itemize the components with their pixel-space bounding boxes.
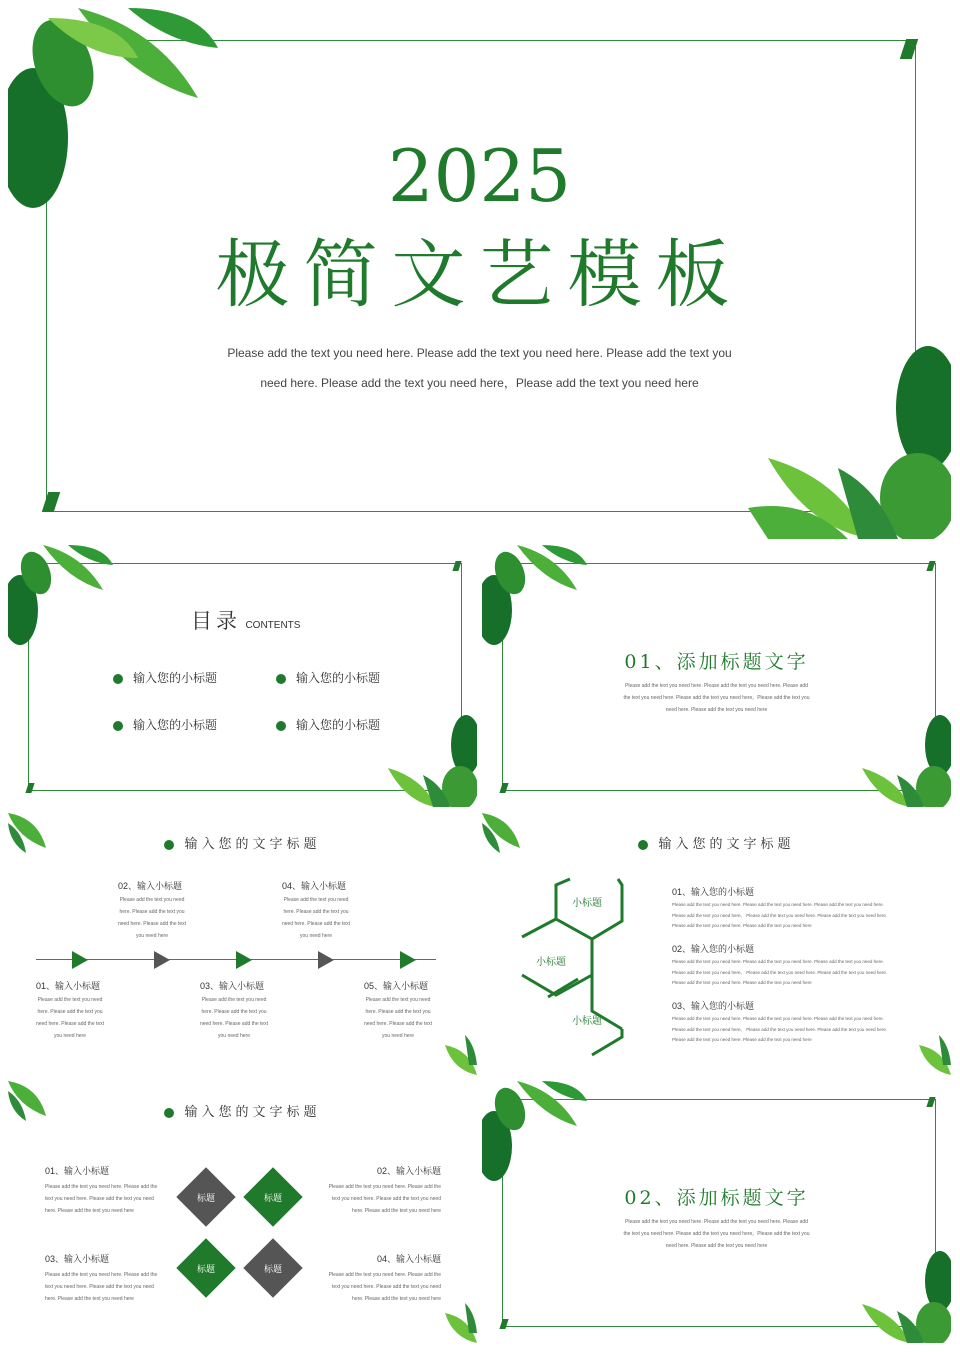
section-desc-line2: the text you need here. Please add the text you need here。Please add the text you bbox=[623, 695, 810, 701]
timeline-item: 05、输入小标题 Please add the text you need here. Please add the text you need here. Please add the text you need here bbox=[363, 981, 433, 1039]
slide-heading: 输入您的文字标题 bbox=[482, 833, 951, 852]
diamond-tile: 标题 bbox=[176, 1167, 235, 1226]
bullet-dot bbox=[276, 721, 286, 731]
leaf-cluster-top-left bbox=[482, 1081, 592, 1181]
timeline-item: 03、输入小标题 Please add the text you need here. Please add the text you need here. Please add the text you need here bbox=[199, 981, 269, 1039]
cover-desc-line2: need here. Please add the text you need here，Please add the text you need here bbox=[260, 376, 699, 390]
leaf-cluster-top-left bbox=[482, 545, 592, 645]
hex-label: 小标题 bbox=[572, 898, 602, 909]
toc-title: 目录 bbox=[191, 610, 241, 633]
timeline-arrows bbox=[8, 949, 477, 971]
hex-label: 小标题 bbox=[536, 957, 566, 968]
toc-subtitle: CONTENTS bbox=[245, 620, 301, 631]
slide-heading: 输入您的文字标题 bbox=[8, 1101, 477, 1120]
diamond-item: 03、输入小标题 Please add the text you need here. Please add the text you need here. Please add the text you need here. Please add the text you need here bbox=[45, 1254, 158, 1302]
timeline-slide bbox=[8, 813, 477, 1075]
diamonds-slide bbox=[8, 1081, 477, 1343]
toc-slide bbox=[8, 545, 477, 807]
timeline-item: 04、输入小标题 Please add the text you need here. Please add the text you need here. Please add the text you need here bbox=[281, 881, 351, 939]
toc-item[interactable]: 输入您的小标题 bbox=[113, 669, 217, 686]
hex-label: 小标题 bbox=[572, 1016, 602, 1027]
cover-desc-line1: Please add the text you need here. Please add the text you need here. Please add the text you bbox=[227, 346, 732, 360]
leaf-bottom-right bbox=[445, 1035, 477, 1075]
bullet-dot bbox=[276, 674, 286, 684]
toc-title-group bbox=[191, 605, 300, 635]
timeline-item: 01、输入小标题 Please add the text you need here. Please add the text you need here. Please add the text you need here bbox=[35, 981, 105, 1039]
diamond-tile: 标题 bbox=[243, 1167, 302, 1226]
diamond-item: 02、输入小标题 Please add the text you need here. Please add the text you need here. Please add the text you need here. Please add the text you need here bbox=[328, 1166, 441, 1214]
diamond-tile: 标题 bbox=[243, 1238, 302, 1297]
cover-year: 2025 bbox=[387, 134, 572, 218]
leaf-cluster-bottom-right bbox=[852, 710, 951, 807]
section-title: 02、添加标题文字 bbox=[624, 1187, 809, 1209]
diamond-item: 04、输入小标题 Please add the text you need here. Please add the text you need here. Please add the text you need here. Please add the text you need here bbox=[328, 1254, 441, 1302]
timeline-item: 02、输入小标题 Please add the text you need here. Please add the text you need here. Please add the text you need here bbox=[117, 881, 187, 939]
diamond-item: 01、输入小标题 Please add the text you need here. Please add the text you need here. Please add the text you need here. Please add the text you need here bbox=[45, 1166, 158, 1214]
section1-slide bbox=[482, 545, 951, 807]
section2-slide bbox=[482, 1081, 951, 1343]
hex-item: 01、输入您的小标题 Please add the text you need here. Please add the text you need here. Please add the text you need here. Please add the text you need here。 Please add the text you need here. Please add the text you need here. Please add the text you need here. Please add the text you need here bbox=[672, 887, 888, 928]
hex-slide bbox=[482, 813, 951, 1075]
leaf-bottom-right bbox=[445, 1303, 477, 1343]
hex-item: 02、输入您的小标题 Please add the text you need here. Please add the text you need here. Please add the text you need here. Please add the text you need here。 Please add the text you need here. Please add the text you need here. Please add the text you need here. Please add the text you need here bbox=[672, 944, 888, 985]
leaf-cluster-bottom-right bbox=[852, 1246, 951, 1343]
cover-title: 极简文艺模板 bbox=[215, 232, 744, 318]
toc-item[interactable]: 输入您的小标题 bbox=[276, 669, 380, 686]
bullet-dot bbox=[113, 674, 123, 684]
bullet-dot bbox=[638, 840, 648, 850]
cover-slide bbox=[8, 8, 951, 539]
bullet-dot bbox=[164, 1108, 174, 1118]
leaf-cluster-bottom-right bbox=[378, 710, 477, 807]
bullet-dot bbox=[113, 721, 123, 731]
slide-heading: 输入您的文字标题 bbox=[8, 833, 477, 852]
bullet-dot bbox=[164, 840, 174, 850]
section-title: 01、添加标题文字 bbox=[624, 651, 809, 673]
section-desc-line2: the text you need here. Please add the text you need here。Please add the text you bbox=[623, 1231, 810, 1237]
section-desc-line3: need here. Please add the text you need here bbox=[665, 1243, 768, 1249]
hex-item: 03、输入您的小标题 Please add the text you need here. Please add the text you need here. Please add the text you need here. Please add the text you need here。 Please add the text you need here. Please add the text you need here. Please add the text you need here. Please add the text you need here bbox=[672, 1001, 888, 1042]
toc-item[interactable]: 输入您的小标题 bbox=[113, 716, 217, 733]
section-desc-line1: Please add the text you need here. Please add the text you need here. Please add bbox=[625, 1219, 808, 1225]
leaf-cluster-bottom-right bbox=[748, 338, 951, 539]
section-desc-line3: need here. Please add the text you need here bbox=[665, 707, 768, 713]
leaf-cluster-top-left bbox=[8, 545, 118, 645]
section-desc-line1: Please add the text you need here. Please add the text you need here. Please add bbox=[625, 683, 808, 689]
toc-item[interactable]: 输入您的小标题 bbox=[276, 716, 380, 733]
diamond-tile: 标题 bbox=[176, 1238, 235, 1297]
